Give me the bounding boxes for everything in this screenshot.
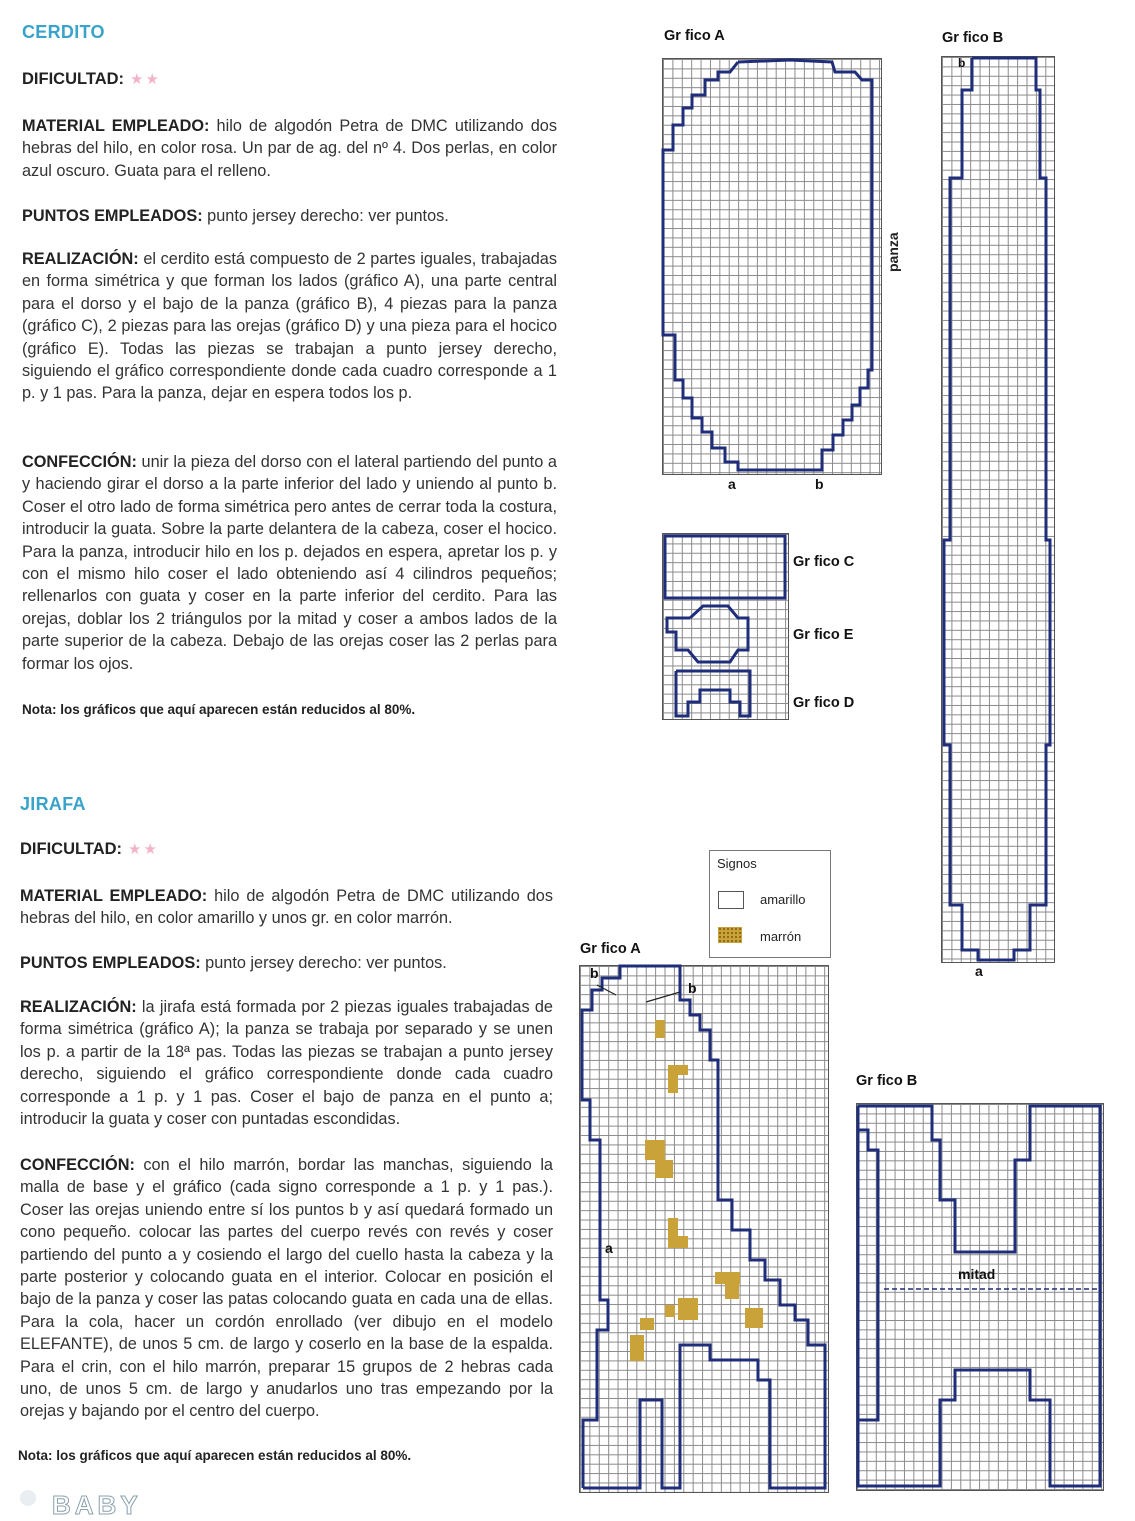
puntos-label: PUNTOS EMPLEADOS: [22,207,203,225]
jirafa-point-a: a [605,1240,613,1256]
jirafa-chart-a-title: Gr fico A [580,941,641,957]
confeccion-text: unir la pieza del dorso con el lateral partiendo del punto a y haciendo girar el dorso a la parte inferior del lado y uniendo al punto b. Coser el otro lado de forma simétrica pero antes de cerrar toda la costura, introducir la guata. Sobre la parte delantera de la cabeza, coser el hocico. Para la panza, introducir hilo en los p. dejados en espera, apretar los p. y con el mismo hilo coser el lado obteniendo así 4 cilindros pequeños; rellenarlos con guata y coser en la parte inferior del cerdito. Para las orejas, doblar los 2 triángulos por la mitad y coser a ambos lados de la parte superior de la cabeza. Debajo de las orejas coser las 2 perlas para formar los ojos. [22,453,557,673]
jirafa-point-b1: b [590,965,599,981]
puntos-text: punto jersey derecho: ver puntos. [202,207,449,225]
realizacion-label: REALIZACIÓN: [20,998,137,1016]
chart-e-title: Gr fico E [793,627,854,643]
legend-amarillo: amarillo [760,892,806,907]
legend-title: Signos [717,856,757,871]
puntos-text: punto jersey derecho: ver puntos. [200,954,447,972]
chart-b-title: Gr fico B [942,30,1004,46]
puntos-label: PUNTOS EMPLEADOS: [20,954,201,972]
confeccion-label: CONFECCIÓN: [22,453,137,471]
chart-d-title: Gr fico D [793,695,855,711]
chart-a-point-a: a [728,476,736,492]
cerdito-title: CERDITO [22,22,105,42]
jirafa-chart-b-title: Gr fico B [856,1073,918,1089]
difficulty-stars: ★★ [130,71,161,88]
confeccion-text: con el hilo marrón, bordar las manchas, siguiendo la malla de base y el gráfico (cada signo corresponde a 1 p. y 1 pas.). Coser las orejas uniendo entre sí los puntos b y así quedará formado un cono pequeño. colocar las partes del cuerpo revés con revés y coser partiendo del punto a y cosiendo el largo del cuello hasta la cabeza y la parte posterior y colocando guata en el interior. Colocar en posición el bajo de la panza y coser las patas colocando guata en cada una de ellas. Para la cola, hacer un cordón enrollado (ver dibujo en el modelo ELEFANTE), de unos 5 cm. de largo y coserlo en la base de la espalda. Para el crin, con el hilo marrón, preparar 15 grupos de 2 hebras cada uno, de unos 5 cm. de largo y anudarlos uno tras empezando por la orejas y bajando por el centro del cuerpo. [20,1156,553,1421]
realizacion-label: REALIZACIÓN: [22,250,139,268]
chart-b-point-a: a [975,963,983,979]
chart-a-point-b: b [815,476,824,492]
chart-c-title: Gr fico C [793,554,855,570]
material-label: MATERIAL EMPLEADO: [22,117,210,135]
material-text: hilo de algodón Petra de DMC utilizando dos hebras del hilo, en color rosa. Un par de ag. del nº 4. Dos perlas, en color azul oscuro. Guata para el relleno. [22,117,557,180]
material-label: MATERIAL EMPLEADO: [20,887,208,905]
mitad-label: mitad [958,1266,996,1282]
difficulty-stars: ★★ [128,841,159,858]
legend-marron: marrón [760,929,802,944]
material-text: hilo de algodón Petra de DMC utilizando dos hebras del hilo, en color amarillo y unos gr. en color marrón. [20,887,553,928]
jirafa-nota: Nota: los gráficos que aquí aparecen están reducidos al 80%. [18,1448,412,1463]
realizacion-text: el cerdito está compuesto de 2 partes iguales, trabajadas en forma simétrica y que forman los lados (gráfico A), una parte central para el dorso y el bajo de la panza (gráfico B), 4 piezas para la panza (gráfico C), 2 piezas para las orejas (gráfico D) y una pieza para el hocico (gráfico E). Todas las piezas se trabajan a punto jersey derecho, siguiendo el gráfico correspondiente donde cada cuadro corresponde a 1 p. y 1 pas. Para la panza, dejar en espera todos los p. [22,250,557,403]
jirafa-title: JIRAFA [20,794,86,814]
confeccion-label: CONFECCIÓN: [20,1156,135,1174]
panza-label: panza [885,232,901,272]
chart-a-title: Gr fico A [664,28,725,44]
realizacion-text: la jirafa está formada por 2 piezas iguales trabajadas de forma simétrica (gráfico A); la panza se trabaja por separado y se unen los p. a partir de la 18ª pas. Todas las piezas se trabajan a punto jersey derecho, siguiendo el gráfico correspondiente donde cada cuadro corresponde a 1 p. y 1 pas. Coser el bajo de panza en el punto a; introducir la guata y coser con puntadas escondidas. [20,998,553,1129]
chart-b-point-b: b [958,56,966,70]
jirafa-point-b2: b [688,980,697,996]
cerdito-nota: Nota: los gráficos que aquí aparecen están reducidos al 80%. [22,702,416,717]
footer-logo: BABY [52,1490,142,1520]
dificultad-label: DIFICULTAD: [22,70,125,88]
dificultad-label: DIFICULTAD: [20,840,123,858]
